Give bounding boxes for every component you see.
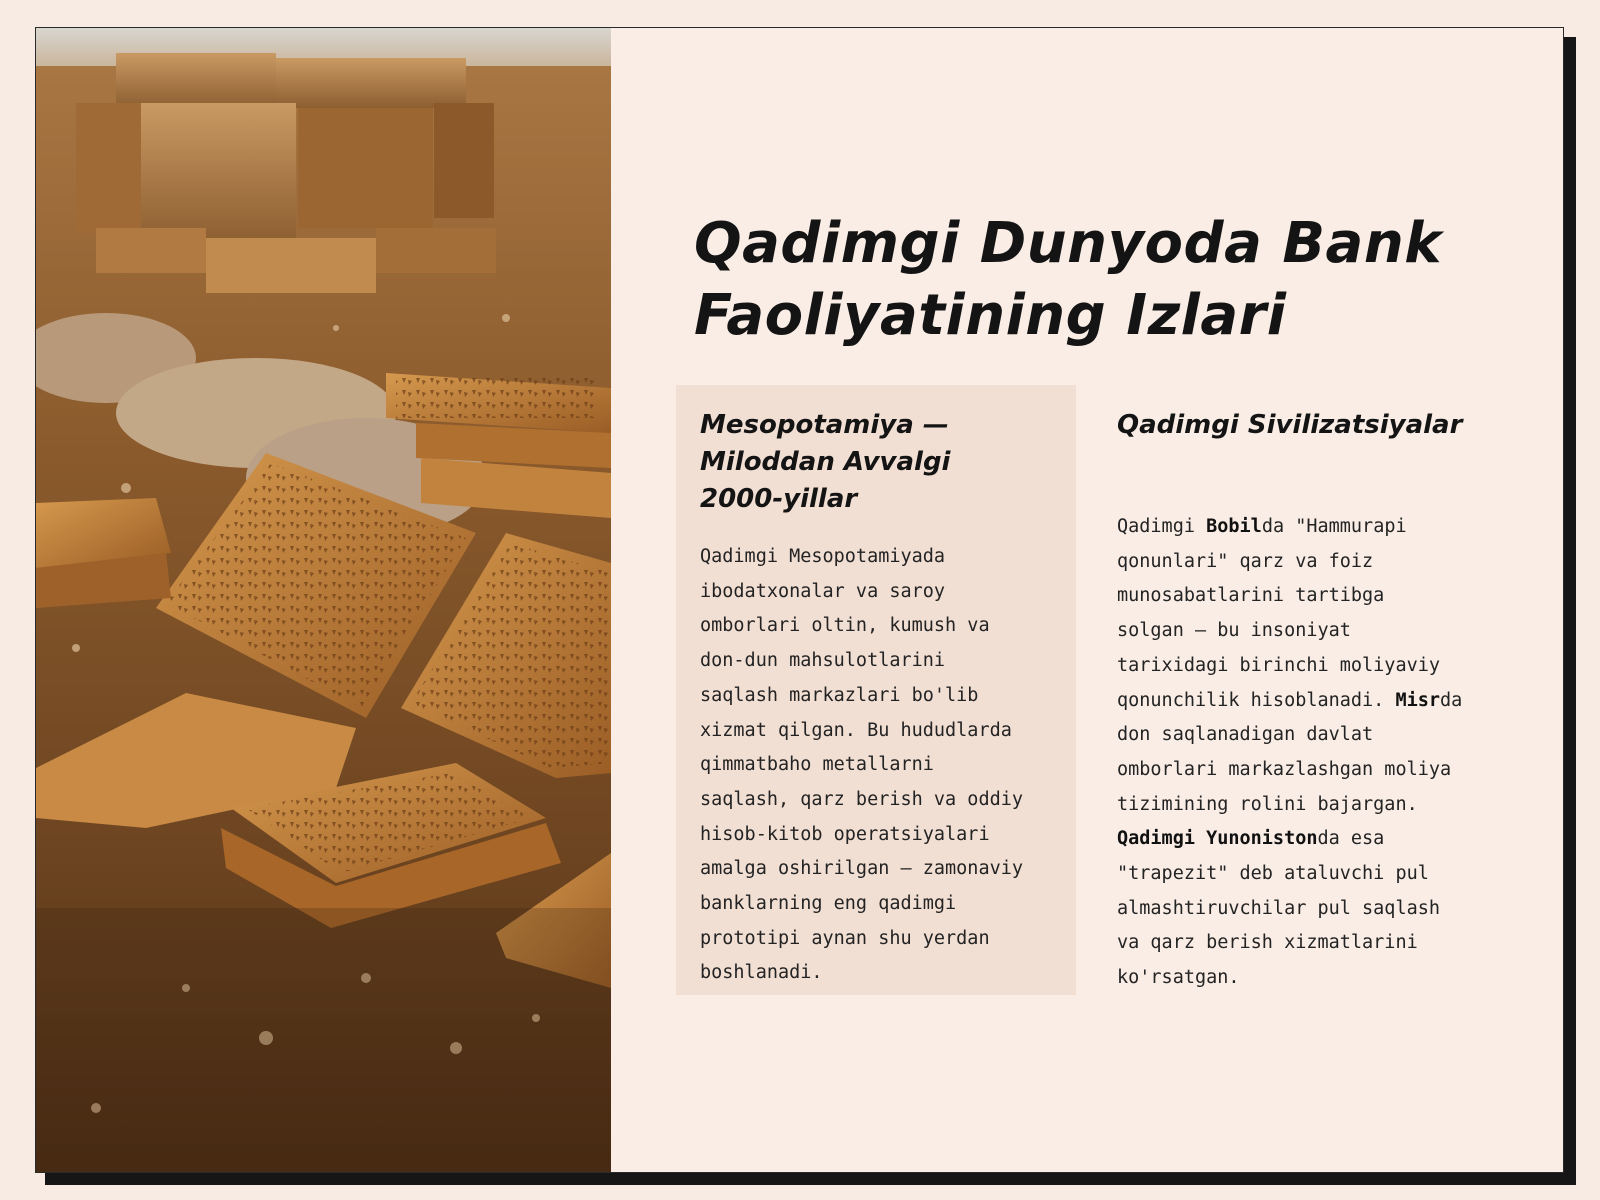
card-line: banklarning eng qadimgi (700, 893, 957, 915)
title-line-1: Qadimgi Dunyoda Bank (694, 211, 1442, 276)
text-span: almashtiruvchilar pul saqlash (1117, 897, 1441, 919)
text-span: da "Hammurapi (1261, 516, 1407, 537)
text-span: qonunchilik hisoblanadi. (1117, 689, 1396, 711)
card-heading-line-3: 2000-yillar (700, 484, 858, 514)
title-line-2: Faoliyatining Izlari (694, 283, 1287, 348)
bold-term-yunoniston: Qadimgi Yunoniston (1117, 828, 1318, 850)
civilizations-body (1117, 510, 1517, 996)
card-heading-line-1: Mesopotamiya — (700, 410, 949, 440)
card-heading-line-2: Miloddan Avvalgi (700, 447, 951, 477)
text-span: ko'rsatgan. (1117, 967, 1240, 989)
card-line: hisob-kitob operatsiyalari (700, 823, 990, 845)
card-line: qimmatbaho metallarni (700, 754, 934, 776)
card-line: Qadimgi Mesopotamiyada (700, 546, 946, 567)
slide-title (694, 208, 1514, 352)
mesopotamia-card (676, 385, 1076, 995)
text-span: tizimining rolini bajargan. (1117, 793, 1418, 815)
card-line: saqlash, qarz berish va oddiy (700, 788, 1024, 810)
card-line: prototipi aynan shu yerdan (700, 927, 990, 949)
card-heading (700, 407, 1052, 518)
card-line: don-dun mahsulotlarini (700, 650, 946, 672)
card-line: ibodatxonalar va saroy (700, 580, 946, 602)
text-span: omborlari markazlashgan moliya (1117, 758, 1452, 780)
civilizations-column (1117, 407, 1517, 996)
slide (35, 27, 1564, 1173)
cuneiform-tablets-photo (36, 28, 611, 1173)
text-span: da (1440, 689, 1463, 711)
text-span: don saqlanadigan davlat (1117, 724, 1374, 746)
card-body (700, 540, 1052, 991)
text-span: da esa (1317, 828, 1385, 850)
text-span: va qarz berish xizmatlarini (1117, 932, 1418, 954)
text-span: tarixidagi birinchi moliyaviy (1117, 654, 1441, 676)
text-span: solgan — bu insoniyat (1117, 620, 1351, 642)
text-span: qonunlari" qarz va foiz (1117, 550, 1374, 572)
civilizations-heading: Qadimgi Sivilizatsiyalar (1117, 410, 1463, 440)
card-line: omborlari oltin, kumush va (700, 615, 990, 637)
bold-term-misr: Misr (1395, 689, 1441, 711)
text-span: munosabatlarini tartibga (1117, 585, 1385, 607)
card-line: saqlash markazlari bo'lib (700, 684, 979, 706)
text-span: "trapezit" deb ataluvchi pul (1117, 863, 1429, 885)
card-line: xizmat qilgan. Bu hududlarda (700, 719, 1012, 741)
bold-term-bobil: Bobil (1206, 516, 1262, 537)
text-span: Qadimgi (1117, 516, 1207, 537)
card-line: amalga oshirilgan — zamonaviy (700, 858, 1024, 880)
card-line: boshlanadi. (700, 962, 823, 984)
